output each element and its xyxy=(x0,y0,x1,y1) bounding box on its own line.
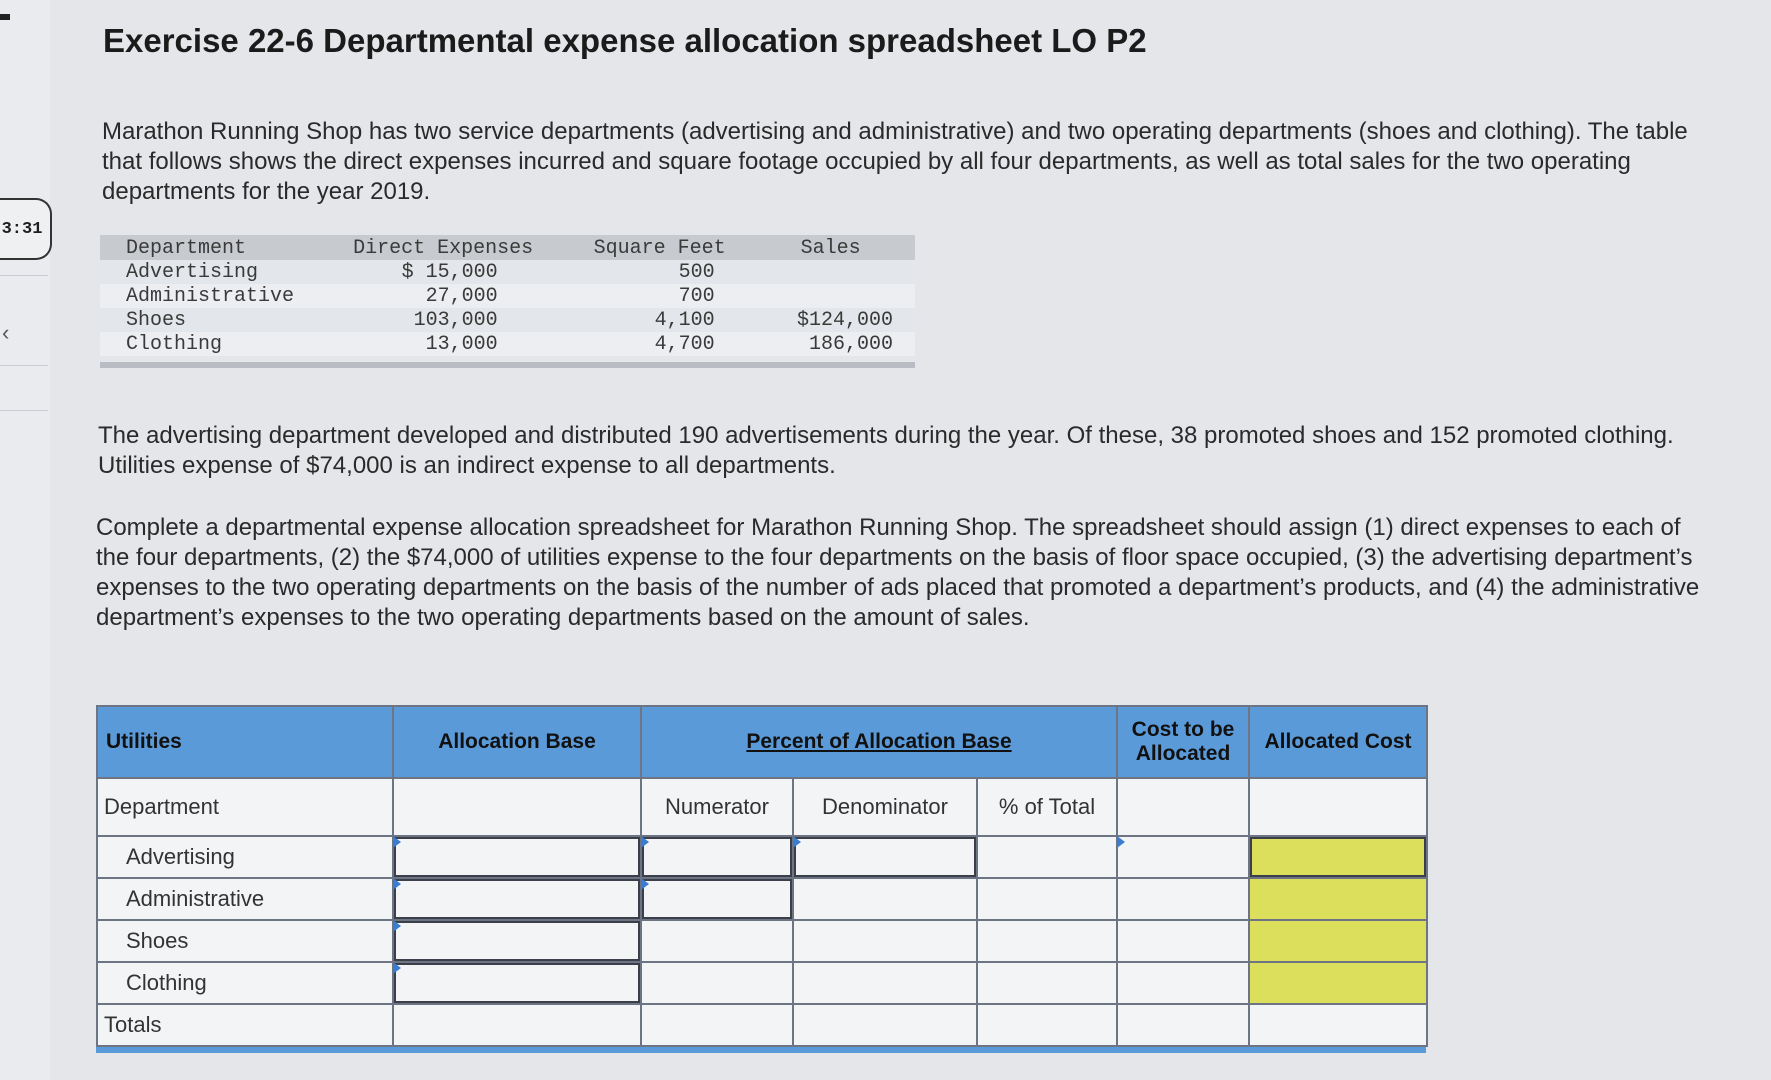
intro-paragraph: Marathon Running Shop has two service departments (advertising and administrative) and two operating departments (shoes and clothing). The table that follows shows the direct expenses incurred and square footage occupied by all four departments, as well as total sales for the two operating departments for the year 2019. xyxy=(102,118,1688,205)
square-feet: 700 xyxy=(678,284,715,308)
direct-expense: $ 15,000 xyxy=(401,260,498,284)
info-row xyxy=(100,260,915,284)
row-label-administrative: Administrative xyxy=(97,878,393,920)
cost-to-be-allocated-input[interactable] xyxy=(1117,836,1249,878)
subheader-numerator: Numerator xyxy=(641,778,793,836)
header-sales: Sales xyxy=(800,236,861,260)
spreadsheet-header-row xyxy=(97,706,1427,778)
subheader-department: Department xyxy=(97,778,393,836)
header-department: Department xyxy=(126,236,247,260)
square-feet: 4,700 xyxy=(654,332,715,356)
denominator-cell[interactable] xyxy=(793,920,977,962)
totals-row xyxy=(97,1004,1427,1046)
row-label-shoes: Shoes xyxy=(97,920,393,962)
rail-divider xyxy=(0,365,48,366)
info-row xyxy=(100,308,915,332)
totals-cell xyxy=(1249,1004,1427,1046)
dept-name: Clothing xyxy=(126,332,223,356)
table-row xyxy=(97,920,1427,962)
allocated-cost-cell xyxy=(1249,836,1427,878)
spreadsheet-bottom-bar xyxy=(96,1047,1426,1053)
info-row xyxy=(100,332,915,356)
allocation-base-select[interactable] xyxy=(393,778,641,836)
pct-total-cell xyxy=(977,920,1117,962)
rail-divider xyxy=(0,410,48,411)
row-label-advertising: Advertising xyxy=(97,836,393,878)
rail-indicator xyxy=(0,14,10,20)
dept-name: Advertising xyxy=(126,260,259,284)
sales xyxy=(755,284,915,308)
header-square-feet: Square Feet xyxy=(593,236,726,260)
denominator-cell[interactable] xyxy=(793,878,977,920)
totals-cell xyxy=(977,1004,1117,1046)
header-cost-to-be-allocated: Cost to be Allocated xyxy=(1117,706,1249,778)
numerator-cell[interactable] xyxy=(641,962,793,1004)
info-header-row xyxy=(100,235,915,260)
row-label-clothing: Clothing xyxy=(97,962,393,1004)
dept-name: Administrative xyxy=(126,284,295,308)
instructions-paragraph: Complete a departmental expense allocation spreadsheet for Marathon Running Shop. The spreadsheet should assign (1) direct expenses to each of the four departments, (2) the $74,000 of utilities expense to the four departments on the basis of floor space occupied, (3) the advertising department’s expenses to the two operating departments on the basis of the number of ads placed that promoted a department’s products, and (4) the administrative department’s expenses to the two operating departments based on the amount of sales. xyxy=(96,514,1700,631)
header-allocated-cost: Allocated Cost xyxy=(1249,706,1427,778)
numerator-input[interactable] xyxy=(641,836,793,878)
advertising-paragraph: The advertising department developed and distributed 190 advertisements during the year. Of these, 38 promoted shoes and 152 promoted clothing. Utilities expense of $74,000 is an indirect expense to all departments. xyxy=(98,422,1674,479)
rail-divider xyxy=(0,275,48,276)
cost-to-be-allocated-cell[interactable] xyxy=(1117,878,1249,920)
row-label-totals: Totals xyxy=(97,1004,393,1046)
sales: 186,000 xyxy=(808,332,893,356)
timer-badge[interactable]: 3:31 xyxy=(0,198,52,260)
spreadsheet-subheader-row xyxy=(97,778,1427,836)
allocation-base-input[interactable] xyxy=(393,920,641,962)
allocation-spreadsheet xyxy=(96,705,1426,1053)
allocated-cost-cell xyxy=(1249,962,1427,1004)
denominator-cell[interactable] xyxy=(793,962,977,1004)
direct-expense: 27,000 xyxy=(425,284,498,308)
subheader-denominator: Denominator xyxy=(793,778,977,836)
allocation-base-input[interactable] xyxy=(393,878,641,920)
pct-total-cell xyxy=(977,878,1117,920)
sales: $124,000 xyxy=(796,308,893,332)
totals-cell xyxy=(393,1004,641,1046)
square-feet: 500 xyxy=(678,260,715,284)
department-info-table xyxy=(100,235,915,368)
totals-cell xyxy=(793,1004,977,1046)
cost-to-be-allocated-cell[interactable] xyxy=(1117,962,1249,1004)
header-allocation-base: Allocation Base xyxy=(393,706,641,778)
numerator-cell[interactable] xyxy=(641,920,793,962)
header-percent-allocation-base: Percent of Allocation Base xyxy=(641,706,1117,778)
subheader-pct-total: % of Total xyxy=(977,778,1117,836)
table-divider xyxy=(100,362,915,368)
allocation-base-input[interactable] xyxy=(393,836,641,878)
chevron-left-icon[interactable]: ‹ xyxy=(2,320,10,345)
header-utilities: Utilities xyxy=(97,706,393,778)
totals-cell xyxy=(641,1004,793,1046)
cost-to-be-allocated-cell[interactable] xyxy=(1117,920,1249,962)
allocation-base-input[interactable] xyxy=(393,962,641,1004)
exercise-title: Exercise 22-6 Departmental expense allocation spreadsheet LO P2 xyxy=(103,22,1147,59)
dept-name: Shoes xyxy=(126,308,187,332)
direct-expense: 103,000 xyxy=(413,308,498,332)
table-row xyxy=(97,962,1427,1004)
info-row xyxy=(100,284,915,308)
direct-expense: 13,000 xyxy=(425,332,498,356)
header-direct-expenses: Direct Expenses xyxy=(353,236,534,260)
square-feet: 4,100 xyxy=(654,308,715,332)
empty-cell xyxy=(1249,778,1427,836)
allocated-cost-cell xyxy=(1249,920,1427,962)
pct-total-cell xyxy=(977,962,1117,1004)
left-rail xyxy=(0,0,50,1080)
table-row xyxy=(97,878,1427,920)
totals-cell xyxy=(1117,1004,1249,1046)
sales xyxy=(755,260,915,284)
denominator-input[interactable] xyxy=(793,836,977,878)
pct-total-cell xyxy=(977,836,1117,878)
numerator-input[interactable] xyxy=(641,878,793,920)
empty-cell xyxy=(1117,778,1249,836)
table-row xyxy=(97,836,1427,878)
allocated-cost-cell xyxy=(1249,878,1427,920)
